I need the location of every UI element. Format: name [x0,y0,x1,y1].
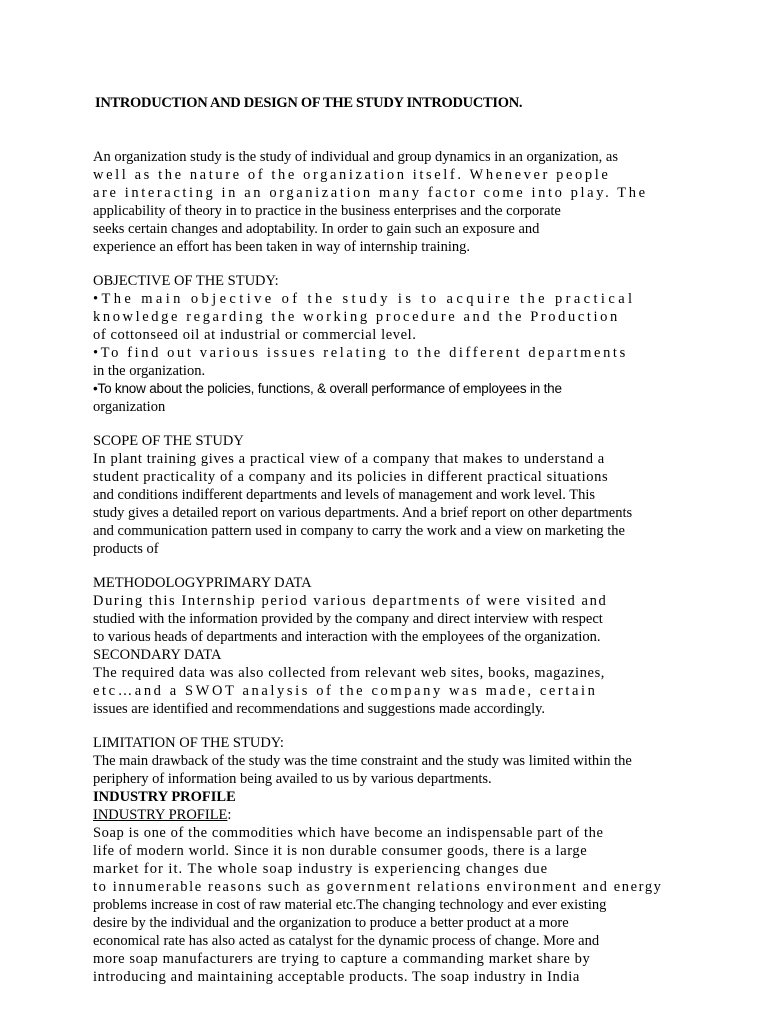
objective-line: •To know about the policies, functions, & overall performance of employees in the [93,381,562,396]
intro-line: seeks certain changes and adoptability. In order to gain such an exposure and [93,221,540,237]
objective-line: •The main objective of the study is to acquire the practical [93,291,636,307]
secondary-data-heading: SECONDARY DATA [93,647,222,663]
intro-line: well as the nature of the organization itself. Whenever people [93,167,611,183]
limitation-line: The main drawback of the study was the time constraint and the study was limited within the [93,753,632,769]
objective-line: •To find out various issues relating to the different departments [93,345,628,361]
scope-line: study gives a detailed report on various departments. And a brief report on other departments [93,505,633,521]
document-title: INTRODUCTION AND DESIGN OF THE STUDY INTRODUCTION. [95,95,523,111]
scope-heading: SCOPE OF THE STUDY [93,433,244,449]
limitation-heading: LIMITATION OF THE STUDY: [93,735,284,751]
scope-line: products of [93,541,159,557]
objective-heading: OBJECTIVE OF THE STUDY: [93,273,279,289]
industry-line: introducing and maintaining acceptable products. The soap industry in India [93,969,580,985]
limitation-line: periphery of information being availed to us by various departments. [93,771,492,787]
methodology-line: to various heads of departments and interaction with the employees of the organization. [93,629,601,645]
industry-profile-colon: : [227,807,232,823]
secondary-data-line: etc…and a SWOT analysis of the company was made, certain [93,683,598,699]
industry-line: life of modern world. Since it is non durable consumer goods, there is a large [93,843,588,859]
secondary-data-line: The required data was also collected from relevant web sites, books, magazines, [93,665,606,681]
industry-line: Soap is one of the commodities which have become an indispensable part of the [93,825,604,841]
scope-line: and conditions indifferent departments and levels of management and work level. This [93,487,595,503]
scope-line: In plant training gives a practical view of a company that makes to understand a [93,451,605,467]
secondary-data-line: issues are identified and recommendations and suggestions made accordingly. [93,701,546,717]
industry-profile-heading: INDUSTRY PROFILE [93,789,236,805]
methodology-line: studied with the information provided by the company and direct interview with respect [93,611,603,627]
methodology-heading: METHODOLOGYPRIMARY DATA [93,575,312,591]
industry-line: economical rate has also acted as catalyst for the dynamic process of change. More and [93,933,600,949]
industry-profile-underlined: INDUSTRY PROFILE [93,807,228,823]
scope-line: and communication pattern used in company to carry the work and a view on marketing the [93,523,625,539]
industry-line: market for it. The whole soap industry is experiencing changes due [93,861,549,877]
objective-line: organization [93,399,166,415]
industry-line: problems increase in cost of raw material etc.The changing technology and ever existing [93,897,607,913]
intro-line: An organization study is the study of individual and group dynamics in an organization, as [93,149,619,165]
scope-line: student practicality of a company and its policies in different practical situations [93,469,609,485]
objective-line: in the organization. [93,363,206,379]
intro-line: experience an effort has been taken in way of internship training. [93,239,470,255]
intro-line: are interacting in an organization many factor come into play. The [93,185,648,201]
objective-line: of cottonseed oil at industrial or commercial level. [93,327,417,343]
industry-profile-subheading [93,806,231,824]
industry-line: desire by the individual and the organization to produce a better product at a more [93,915,569,931]
industry-line: to innumerable reasons such as government relations environment and energy [93,879,663,895]
intro-line: applicability of theory in to practice in the business enterprises and the corporate [93,203,561,219]
objective-line: knowledge regarding the working procedure and the Production [93,309,620,325]
industry-line: more soap manufacturers are trying to capture a commanding market share by [93,951,591,967]
methodology-line: During this Internship period various departments of were visited and [93,593,608,609]
